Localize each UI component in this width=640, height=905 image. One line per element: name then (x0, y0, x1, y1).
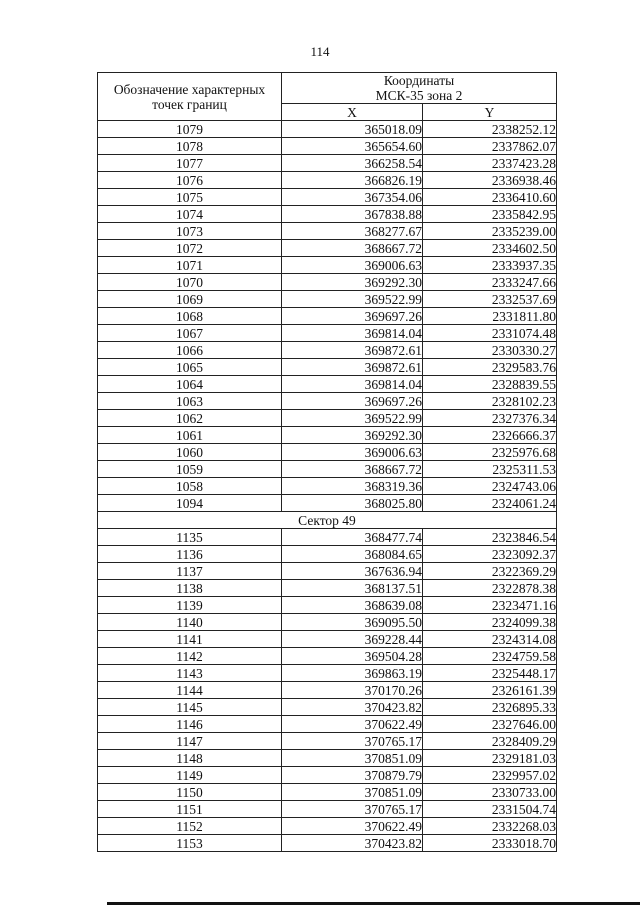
point-id-cell: 1058 (98, 478, 282, 495)
sector-label: Сектор 49 (98, 512, 557, 529)
table-row (98, 614, 557, 631)
x-coordinate-cell: 369814.04 (282, 325, 423, 342)
table-row (98, 376, 557, 393)
table-row (98, 563, 557, 580)
point-id-cell: 1063 (98, 393, 282, 410)
table-body-sector (98, 529, 557, 852)
y-coordinate-cell: 2328839.55 (423, 376, 557, 393)
y-coordinate-cell: 2323471.16 (423, 597, 557, 614)
point-id-cell: 1060 (98, 444, 282, 461)
table-row (98, 750, 557, 767)
y-coordinate-cell: 2331504.74 (423, 801, 557, 818)
point-id-cell: 1143 (98, 665, 282, 682)
sector-row (98, 512, 557, 529)
y-coordinate-cell: 2330330.27 (423, 342, 557, 359)
y-coordinate-cell: 2322369.29 (423, 563, 557, 580)
y-coordinate-cell: 2332268.03 (423, 818, 557, 835)
y-coordinate-cell: 2335239.00 (423, 223, 557, 240)
y-coordinate-cell: 2336410.60 (423, 189, 557, 206)
y-coordinate-cell: 2333247.66 (423, 274, 557, 291)
header-coordinates-title: Координаты (383, 73, 455, 88)
point-id-cell: 1061 (98, 427, 282, 444)
y-coordinate-cell: 2329957.02 (423, 767, 557, 784)
x-coordinate-cell: 369697.26 (282, 393, 423, 410)
y-coordinate-cell: 2331811.80 (423, 308, 557, 325)
x-coordinate-cell: 369292.30 (282, 427, 423, 444)
y-coordinate-cell: 2323092.37 (423, 546, 557, 563)
point-id-cell: 1074 (98, 206, 282, 223)
table-row (98, 478, 557, 495)
x-coordinate-cell: 368667.72 (282, 461, 423, 478)
header-x: X (282, 104, 423, 121)
point-id-cell: 1075 (98, 189, 282, 206)
x-coordinate-cell: 367838.88 (282, 206, 423, 223)
table-row (98, 291, 557, 308)
x-coordinate-cell: 370423.82 (282, 835, 423, 852)
x-coordinate-cell: 370879.79 (282, 767, 423, 784)
point-id-cell: 1141 (98, 631, 282, 648)
page-number: 114 (310, 44, 330, 59)
x-coordinate-cell: 369814.04 (282, 376, 423, 393)
point-id-cell: 1079 (98, 121, 282, 138)
point-id-cell: 1147 (98, 733, 282, 750)
y-coordinate-cell: 2325311.53 (423, 461, 557, 478)
table-row (98, 155, 557, 172)
point-id-cell: 1149 (98, 767, 282, 784)
y-coordinate-cell: 2326161.39 (423, 682, 557, 699)
table-row (98, 240, 557, 257)
x-coordinate-cell: 367354.06 (282, 189, 423, 206)
point-id-cell: 1152 (98, 818, 282, 835)
x-coordinate-cell: 365654.60 (282, 138, 423, 155)
x-coordinate-cell: 370851.09 (282, 750, 423, 767)
table-row (98, 699, 557, 716)
table-row (98, 359, 557, 376)
point-id-cell: 1142 (98, 648, 282, 665)
point-id-cell: 1150 (98, 784, 282, 801)
y-coordinate-cell: 2332537.69 (423, 291, 557, 308)
x-coordinate-cell: 369872.61 (282, 342, 423, 359)
x-coordinate-cell: 370622.49 (282, 716, 423, 733)
x-coordinate-cell: 368667.72 (282, 240, 423, 257)
point-id-cell: 1145 (98, 699, 282, 716)
y-coordinate-cell: 2322878.38 (423, 580, 557, 597)
table-row (98, 223, 557, 240)
header-row (98, 73, 557, 104)
y-coordinate-cell: 2329583.76 (423, 359, 557, 376)
x-coordinate-cell: 370622.49 (282, 818, 423, 835)
table-row (98, 733, 557, 750)
table-row (98, 427, 557, 444)
table-row (98, 410, 557, 427)
table-row (98, 546, 557, 563)
y-coordinate-cell: 2324314.08 (423, 631, 557, 648)
sector-section (98, 512, 557, 529)
y-coordinate-cell: 2324061.24 (423, 495, 557, 512)
point-id-cell: 1151 (98, 801, 282, 818)
x-coordinate-cell: 369228.44 (282, 631, 423, 648)
coordinates-table (97, 72, 557, 852)
x-coordinate-cell: 368137.51 (282, 580, 423, 597)
point-id-cell: 1077 (98, 155, 282, 172)
header-point-label: Обозначение характерных точек границ (98, 73, 282, 121)
x-coordinate-cell: 370765.17 (282, 801, 423, 818)
y-coordinate-cell: 2323846.54 (423, 529, 557, 546)
x-coordinate-cell: 369522.99 (282, 410, 423, 427)
y-coordinate-cell: 2331074.48 (423, 325, 557, 342)
table-row (98, 818, 557, 835)
y-coordinate-cell: 2324759.58 (423, 648, 557, 665)
header-y: Y (423, 104, 557, 121)
table-row (98, 138, 557, 155)
point-id-cell: 1070 (98, 274, 282, 291)
table-row (98, 682, 557, 699)
point-id-cell: 1072 (98, 240, 282, 257)
x-coordinate-cell: 369522.99 (282, 291, 423, 308)
x-coordinate-cell: 369697.26 (282, 308, 423, 325)
point-id-cell: 1138 (98, 580, 282, 597)
header-coordinate-system: МСК-35 зона 2 (375, 88, 463, 103)
y-coordinate-cell: 2333937.35 (423, 257, 557, 274)
y-coordinate-cell: 2328102.23 (423, 393, 557, 410)
point-id-cell: 1153 (98, 835, 282, 852)
table-header (98, 73, 557, 121)
y-coordinate-cell: 2337862.07 (423, 138, 557, 155)
table-row (98, 716, 557, 733)
point-id-cell: 1068 (98, 308, 282, 325)
header-coordinates (282, 73, 557, 104)
table-row (98, 325, 557, 342)
x-coordinate-cell: 366826.19 (282, 172, 423, 189)
x-coordinate-cell: 368477.74 (282, 529, 423, 546)
x-coordinate-cell: 370851.09 (282, 784, 423, 801)
x-coordinate-cell: 369006.63 (282, 444, 423, 461)
table-row (98, 801, 557, 818)
x-coordinate-cell: 367636.94 (282, 563, 423, 580)
point-id-cell: 1148 (98, 750, 282, 767)
y-coordinate-cell: 2333018.70 (423, 835, 557, 852)
x-coordinate-cell: 368319.36 (282, 478, 423, 495)
point-id-cell: 1059 (98, 461, 282, 478)
y-coordinate-cell: 2327646.00 (423, 716, 557, 733)
x-coordinate-cell: 370765.17 (282, 733, 423, 750)
table-body-main (98, 121, 557, 512)
point-id-cell: 1136 (98, 546, 282, 563)
y-coordinate-cell: 2324743.06 (423, 478, 557, 495)
table-row (98, 444, 557, 461)
point-id-cell: 1073 (98, 223, 282, 240)
point-id-cell: 1071 (98, 257, 282, 274)
table-row (98, 189, 557, 206)
table-row (98, 274, 557, 291)
point-id-cell: 1137 (98, 563, 282, 580)
table-row (98, 767, 557, 784)
point-id-cell: 1065 (98, 359, 282, 376)
y-coordinate-cell: 2338252.12 (423, 121, 557, 138)
table-row (98, 121, 557, 138)
x-coordinate-cell: 368025.80 (282, 495, 423, 512)
point-id-cell: 1144 (98, 682, 282, 699)
table-row (98, 257, 557, 274)
x-coordinate-cell: 369872.61 (282, 359, 423, 376)
table-row (98, 631, 557, 648)
point-id-cell: 1094 (98, 495, 282, 512)
x-coordinate-cell: 369095.50 (282, 614, 423, 631)
point-id-cell: 1146 (98, 716, 282, 733)
x-coordinate-cell: 369863.19 (282, 665, 423, 682)
table-row (98, 580, 557, 597)
x-coordinate-cell: 369292.30 (282, 274, 423, 291)
point-id-cell: 1064 (98, 376, 282, 393)
x-coordinate-cell: 366258.54 (282, 155, 423, 172)
table-row (98, 461, 557, 478)
y-coordinate-cell: 2326895.33 (423, 699, 557, 716)
y-coordinate-cell: 2325976.68 (423, 444, 557, 461)
y-coordinate-cell: 2336938.46 (423, 172, 557, 189)
x-coordinate-cell: 368084.65 (282, 546, 423, 563)
point-id-cell: 1139 (98, 597, 282, 614)
table-row (98, 172, 557, 189)
x-coordinate-cell: 369504.28 (282, 648, 423, 665)
table-row (98, 393, 557, 410)
y-coordinate-cell: 2326666.37 (423, 427, 557, 444)
x-coordinate-cell: 368639.08 (282, 597, 423, 614)
table-row (98, 308, 557, 325)
point-id-cell: 1066 (98, 342, 282, 359)
table-row (98, 597, 557, 614)
y-coordinate-cell: 2329181.03 (423, 750, 557, 767)
point-id-cell: 1062 (98, 410, 282, 427)
y-coordinate-cell: 2337423.28 (423, 155, 557, 172)
y-coordinate-cell: 2327376.34 (423, 410, 557, 427)
point-id-cell: 1135 (98, 529, 282, 546)
table-row (98, 529, 557, 546)
table-row (98, 342, 557, 359)
table-row (98, 665, 557, 682)
y-coordinate-cell: 2330733.00 (423, 784, 557, 801)
y-coordinate-cell: 2334602.50 (423, 240, 557, 257)
point-id-cell: 1078 (98, 138, 282, 155)
point-id-cell: 1076 (98, 172, 282, 189)
table-row (98, 784, 557, 801)
point-id-cell: 1140 (98, 614, 282, 631)
table-row (98, 648, 557, 665)
y-coordinate-cell: 2335842.95 (423, 206, 557, 223)
y-coordinate-cell: 2328409.29 (423, 733, 557, 750)
point-id-cell: 1069 (98, 291, 282, 308)
point-id-cell: 1067 (98, 325, 282, 342)
table-row (98, 495, 557, 512)
x-coordinate-cell: 369006.63 (282, 257, 423, 274)
x-coordinate-cell: 368277.67 (282, 223, 423, 240)
table-row (98, 206, 557, 223)
x-coordinate-cell: 370423.82 (282, 699, 423, 716)
x-coordinate-cell: 365018.09 (282, 121, 423, 138)
y-coordinate-cell: 2325448.17 (423, 665, 557, 682)
y-coordinate-cell: 2324099.38 (423, 614, 557, 631)
table-row (98, 835, 557, 852)
x-coordinate-cell: 370170.26 (282, 682, 423, 699)
